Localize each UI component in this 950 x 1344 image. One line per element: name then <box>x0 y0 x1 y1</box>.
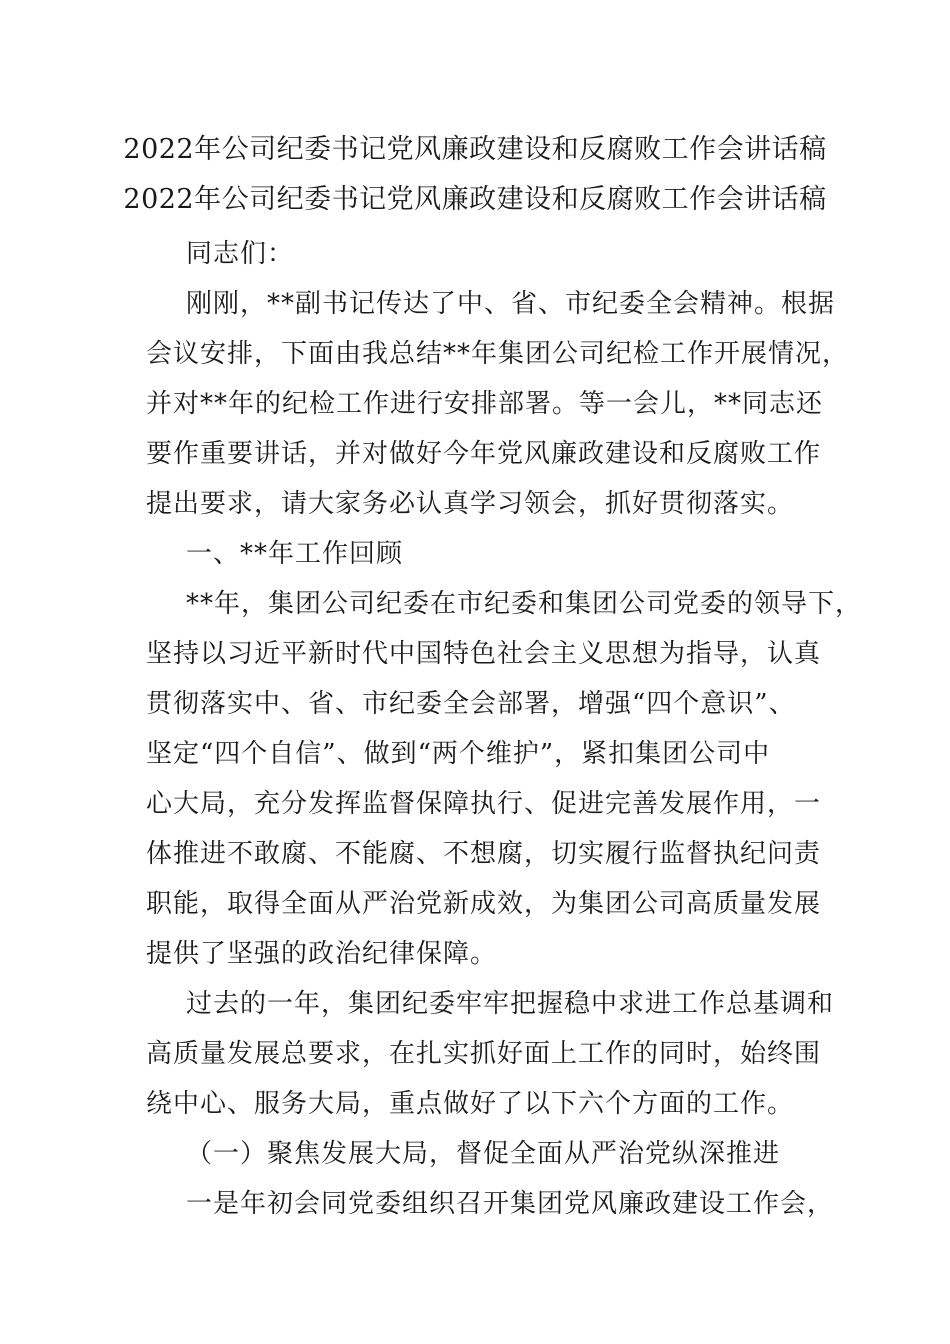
text-line: 体推进不敢腐、不能腐、不想腐，切实履行监督执纪问责 <box>146 839 822 869</box>
text-line: 绕中心、服务大局，重点做好了以下六个方面的工作。 <box>146 1089 795 1119</box>
text-line: 会议安排，下面由我总结**年集团公司纪检工作开展情况， <box>146 339 850 369</box>
text-line: 提出要求，请大家务必认真学习领会，抓好贯彻落实。 <box>146 489 795 519</box>
text-line: 提供了坚强的政治纪律保障。 <box>146 939 498 969</box>
text-line: **年，集团公司纪委在市纪委和集团公司党委的领导下， <box>186 589 863 619</box>
section-heading-review <box>146 529 810 579</box>
paragraph-first-item <box>146 1179 835 1229</box>
heading-text: 一、**年工作回顾 <box>186 539 404 569</box>
text-line: 心大局，充分发挥监督保障执行、促进完善发展作用，一 <box>146 789 822 819</box>
heading-text: （一）聚焦发展大局，督促全面从严治党纵深推进 <box>186 1139 781 1169</box>
text-line: 职能，取得全面从严治党新成效，为集团公司高质量发展 <box>146 889 822 919</box>
text-line: 高质量发展总要求，在扎实抓好面上工作的同时，始终围 <box>146 1039 822 1069</box>
section-heading-focus <box>146 1129 810 1179</box>
text-line: 坚持以习近平新时代中国特色社会主义思想为指导，认真 <box>146 639 822 669</box>
text-line: 并对**年的纪检工作进行安排部署。等一会儿，**同志还 <box>146 389 824 419</box>
text-line: 贯彻落实中、省、市纪委全会部署，增强“四个意识”、 <box>146 689 796 719</box>
paragraph-review <box>146 579 863 979</box>
text-line: 过去的一年，集团纪委牢牢把握稳中求进工作总基调和 <box>186 989 835 1019</box>
text-line: 要作重要讲话，并对做好今年党风廉政建设和反腐败工作 <box>146 439 822 469</box>
paragraph-opening <box>146 279 850 529</box>
greeting-text: 同志们： <box>186 239 295 269</box>
paragraph-past-year <box>146 979 835 1129</box>
document-title: 2022年公司纪委书记党风廉政建设和反腐败工作会讲话稿 <box>123 134 827 165</box>
text-line: 刚刚，**副书记传达了中、省、市纪委全会精神。根据 <box>186 289 836 319</box>
text-line: 坚定“四个自信”、做到“两个维护”，紧扣集团公司中 <box>146 739 771 769</box>
greeting <box>146 229 810 279</box>
text-line: 一是年初会同党委组织召开集团党风廉政建设工作会， <box>186 1189 835 1219</box>
document-subtitle: 2022年公司纪委书记党风廉政建设和反腐败工作会讲话稿 <box>123 184 827 215</box>
